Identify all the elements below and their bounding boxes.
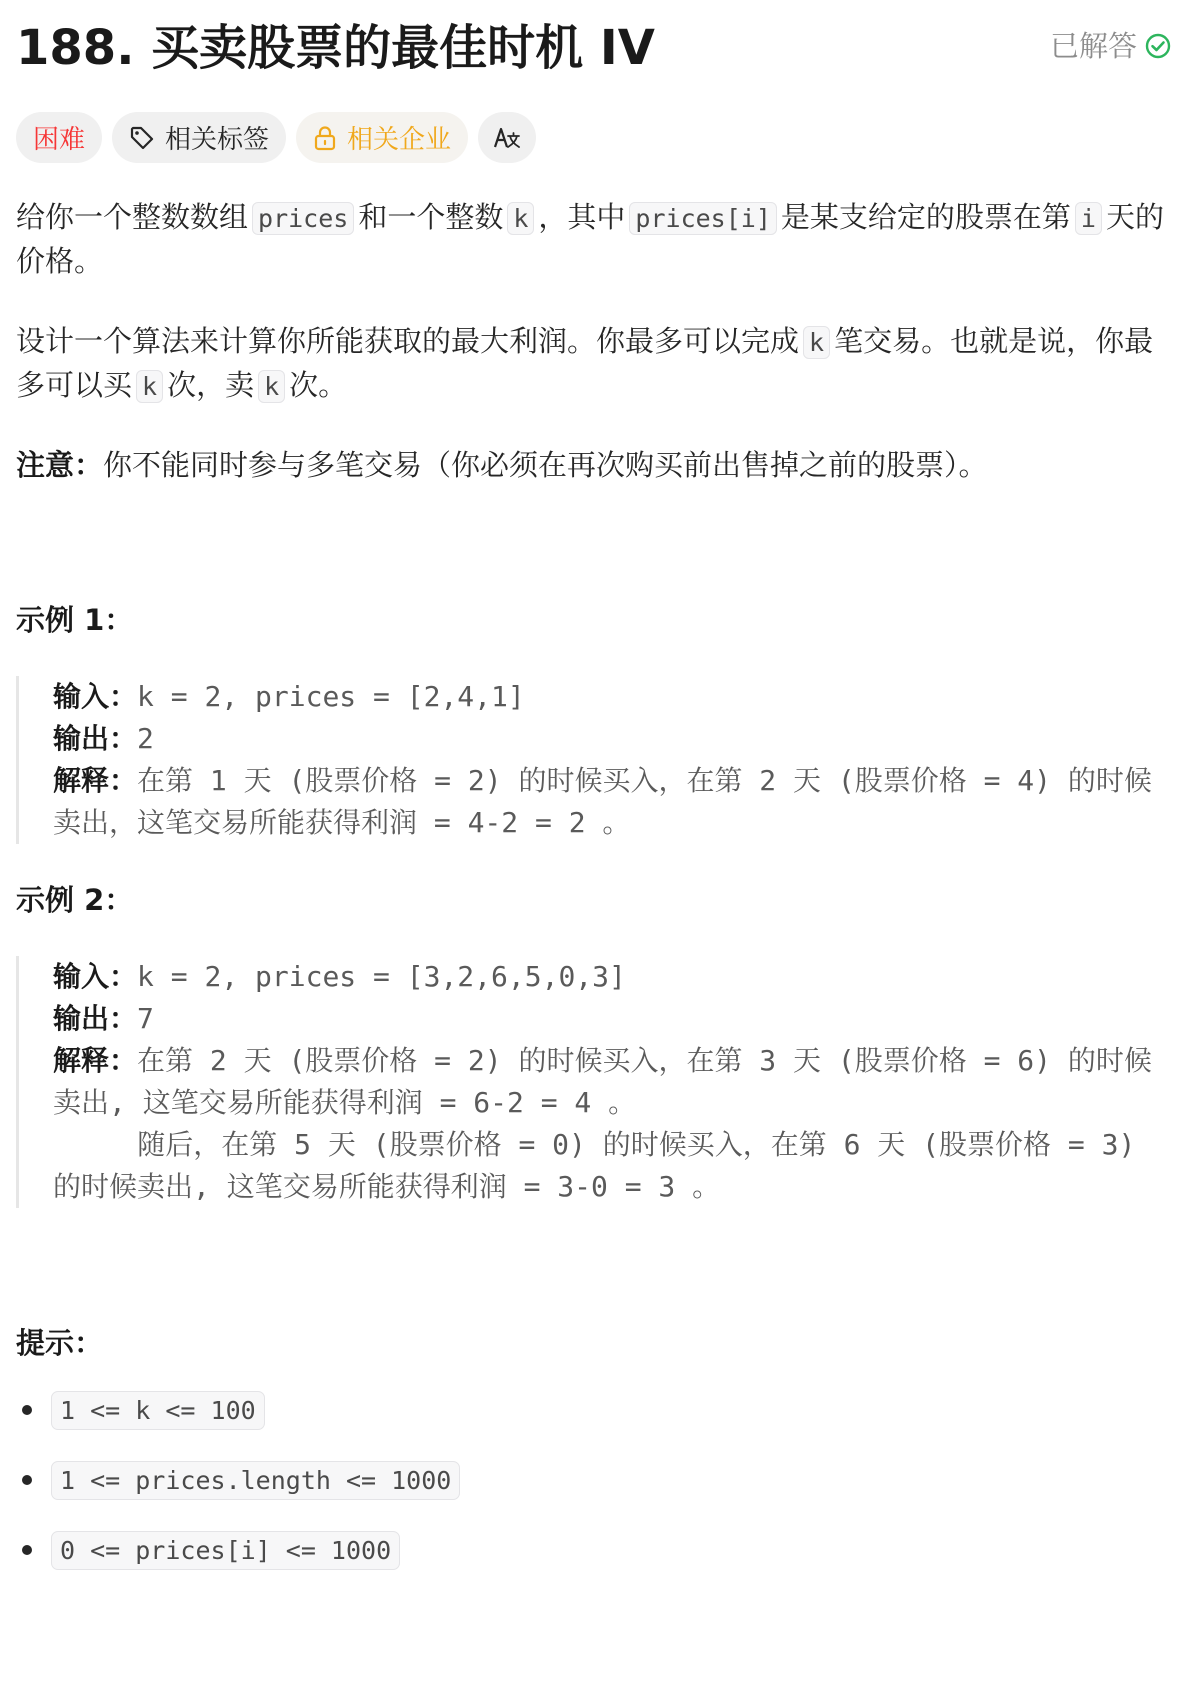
explain-text: 在第 1 天 (股票价格 = 2) 的时候买入，在第 2 天 (股票价格 = 4) 的时候卖出，这笔交易所能获得利润 = 4-2 = 2 。 [53,764,1152,839]
desc-text: 次，卖 [167,368,255,402]
example-input-line [53,676,1166,718]
problem-tags [16,112,536,163]
input-value: k = 2, prices = [2,4,1] [137,680,525,713]
desc-text: 设计一个算法来计算你所能获取的最大利润。你最多可以完成 [16,324,800,358]
inline-code: prices [252,202,354,235]
check-circle-icon [1145,33,1171,59]
desc-text: ，其中 [538,200,626,234]
inline-code: k [803,326,830,359]
related-companies-button[interactable] [296,112,468,163]
inline-code: k [136,370,163,403]
problem-header [16,14,1171,84]
example-2-block [16,956,1166,1208]
hint-item [16,1388,460,1432]
related-companies-label: 相关企业 [347,125,452,155]
example-explain-line [53,1040,1166,1124]
solved-status-label: 已解答 [1049,29,1137,63]
tag-icon [129,125,155,151]
related-tags-label: 相关标签 [165,125,270,155]
translate-button[interactable] [478,112,536,163]
input-label: 输入： [53,680,138,713]
example-2-title: 示例 2： [16,883,134,917]
description-paragraph-1 [16,196,1166,282]
example-output-line [53,718,1166,760]
desc-text: 和一个整数 [358,200,504,234]
lock-icon [313,125,337,151]
note-text: 你不能同时参与多笔交易（你必须在再次购买前出售掉之前的股票）。 [103,448,988,482]
inline-code: k [258,370,285,403]
desc-text: 天的价格。 [16,200,1164,278]
example-1-block [16,676,1166,844]
example-output-line [53,998,1166,1040]
bullet-icon [22,1475,32,1485]
hint-code: 1 <= prices.length <= 1000 [51,1461,460,1500]
desc-text: 次。 [289,368,348,402]
desc-text: 笔交易。也就是说，你最多可以买 [16,324,1154,402]
inline-code: k [507,202,534,235]
solved-status[interactable] [1050,28,1171,64]
example-input-line [53,956,1166,998]
input-value: k = 2, prices = [3,2,6,5,0,3] [137,960,626,993]
hint-item [16,1458,460,1502]
inline-code: i [1075,202,1102,235]
bullet-icon [22,1545,32,1555]
description-paragraph-2 [16,320,1166,408]
example-explain-line [53,760,1166,844]
explain-text: 在第 2 天 (股票价格 = 2) 的时候买入，在第 3 天 (股票价格 = 6) 的时候卖出, 这笔交易所能获得利润 = 6-2 = 4 。 [53,1044,1152,1119]
explain-label: 解释： [53,1044,138,1077]
output-label: 输出： [53,1002,138,1035]
output-label: 输出： [53,722,138,755]
desc-text: 是某支给定的股票在第 [780,200,1071,234]
input-label: 输入： [53,960,138,993]
hints-list [16,1388,460,1598]
output-value: 2 [137,722,154,755]
explain-label: 解释： [53,764,138,797]
output-value: 7 [137,1002,154,1035]
problem-title[interactable]: 188. 买卖股票的最佳时机 IV [16,20,655,76]
hints-title: 提示： [16,1326,104,1360]
inline-code: prices[i] [629,202,776,235]
desc-text: 给你一个整数数组 [16,200,249,234]
example-explain-continued: 随后，在第 5 天 (股票价格 = 0) 的时候买入，在第 6 天 (股票价格 = 3) 的时候卖出, 这笔交易所能获得利润 = 3-0 = 3 。 [53,1128,1153,1203]
description-note [16,444,1166,486]
bullet-icon [22,1405,32,1415]
hint-item [16,1528,460,1572]
example-1-title: 示例 1： [16,603,134,637]
difficulty-badge[interactable] [16,112,102,163]
hint-code: 0 <= prices[i] <= 1000 [51,1531,400,1570]
difficulty-label: 困难 [33,125,86,155]
note-label: 注意： [16,448,104,482]
related-tags-button[interactable] [112,112,286,163]
hint-code: 1 <= k <= 100 [51,1391,265,1430]
translate-icon [493,125,521,151]
